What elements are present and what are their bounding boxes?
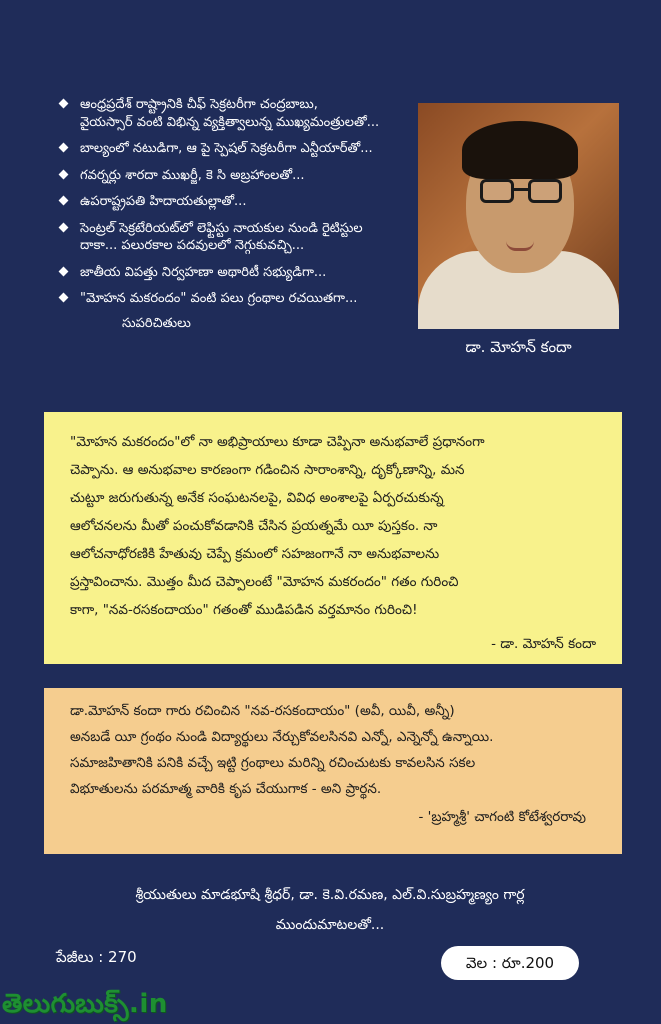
- bullet-text: "మోహన మకరందం" వంటి పలు గ్రంథాల రచయితగా...: [80, 291, 358, 307]
- list-item: [58, 140, 408, 158]
- achievements-list: [58, 96, 408, 332]
- bullet-text: జాతీయ విపత్తు నిర్వహణా అథారిటీ సభ్యుడిగా...: [80, 264, 327, 280]
- praise-line: అనబడే యీ గ్రంథం నుండి విద్యార్థులు నేర్చుకోవలసినవి ఎన్నో, ఎన్నెన్నో ఉన్నాయి.: [70, 729, 494, 745]
- quote-line: "మోహన మకరందం"లో నా అభిప్రాయాలు కూడా చెప్పినా అనుభవాలే ప్రధానంగా: [70, 434, 485, 450]
- quote-line: ఆలోచనాధోరణికి హేతువు చెప్పే క్రమంలో సహజంగానే నా అనుభవాలను: [70, 546, 440, 562]
- diamond-bullet-icon: [59, 293, 69, 303]
- forewords-line: శ్రీయుతులు మాడభూషి శ్రీధర్, డా. కె.వి.రమణ, ఎల్.వి.సుబ్రహ్మణ్యం గార్ల: [135, 887, 525, 903]
- author-caption: డా. మోహన్ కందా: [465, 338, 572, 356]
- praise-signature: - 'బ్రహ్మశ్రీ' చాగంటి కోటేశ్వరరావు: [418, 809, 586, 825]
- bullet-text: సెంట్రల్ సెక్రటేరియట్‌లో లెఫ్టిస్టు నాయకుల నుండి రైటిస్టుల: [80, 220, 363, 236]
- watermark-logo: తెలుగుబుక్స్.in: [2, 989, 168, 1019]
- bullet-text: బాల్యంలో నటుడిగా, ఆ పై స్పెషల్ సెక్రటరీగా ఎన్టీయార్‌తో...: [80, 141, 373, 157]
- diamond-bullet-icon: [59, 169, 69, 179]
- quote-line: చుట్టూ జరుగుతున్న అనేక సంఘటనలపై, వివిధ అంశాలపై ఏర్పరచుకున్న: [70, 490, 444, 506]
- praise-line: విభూతులను పరమాత్మ వారికి కృప చేయుగాక - అని ప్రార్థన.: [70, 781, 382, 797]
- bullet-text-continuation: దాకా... పలురకాల పదవులలో నెగ్గుకువచ్చి...: [80, 238, 305, 254]
- quote-line: చెప్పాను. ఆ అనుభవాల కారణంగా గడించిన సారాంశాన్ని, దృక్కోణాన్ని, మన: [70, 462, 465, 478]
- quote-line: ఆలోచనలను మీతో పంచుకోవడానికి చేసిన ప్రయత్నమే యీ పుస్తకం. నా: [70, 518, 438, 534]
- list-item: [58, 96, 408, 131]
- list-item: [58, 220, 408, 255]
- bullet-text: ఉపరాష్ట్రపతి హిదాయతుల్లాతో...: [80, 194, 247, 210]
- forewords-line: ముందుమాటలతో...: [275, 917, 385, 933]
- praise-line: డా.మోహన్ కందా గారు రచించిన "నవ-రసకందాయం" (అవీ, యివీ, అన్నీ): [70, 703, 455, 719]
- list-item: [58, 290, 408, 308]
- author-photo: [418, 103, 619, 329]
- diamond-bullet-icon: [59, 143, 69, 153]
- diamond-bullet-icon: [59, 196, 69, 206]
- diamond-bullet-icon: [59, 266, 69, 276]
- quote-line: ప్రస్తావించాను. మొత్తం మీద చెప్పాలంటే "మోహన మకరందం" గతం గురించి: [70, 574, 459, 590]
- diamond-bullet-icon: [59, 99, 69, 109]
- list-item: [58, 264, 408, 282]
- bullet-text-continuation: వైయస్సార్ వంటి విభిన్న వ్యక్తిత్వాలున్న ముఖ్యమంత్రులతో...: [80, 114, 380, 130]
- quote-signature: - డా. మోహన్ కందా: [491, 636, 596, 652]
- forewords-note: [40, 880, 620, 940]
- price-badge: వెల : రూ.200: [441, 946, 579, 980]
- list-item: [58, 193, 408, 211]
- list-item: [58, 167, 408, 185]
- quote-line: కాగా, "నవ-రసకందాయం" గతంతో ముడిపడిన వర్తమానం గురించి!: [70, 602, 418, 618]
- author-quote-box: [44, 412, 622, 664]
- praise-box: [44, 688, 622, 854]
- diamond-bullet-icon: [59, 222, 69, 232]
- page-count: పేజీలు : 270: [56, 948, 137, 966]
- bullet-text: గవర్నర్లు శారదా ముఖర్జీ, కె సి అబ్రహాంలతో...: [80, 167, 305, 183]
- bullet-text: ఆంధ్రప్రదేశ్ రాష్ట్రానికి చీఫ్ సెక్రటరీగా చంద్రబాబు,: [80, 97, 318, 112]
- glasses-icon: [480, 179, 562, 207]
- praise-line: సమాజహితానికి పనికి వచ్చే ఇట్టి గ్రంథాలు మరిన్ని రచించుటకు కావలసిన సకల: [70, 755, 476, 771]
- bullets-tail: సుపరిచితులు: [122, 315, 191, 331]
